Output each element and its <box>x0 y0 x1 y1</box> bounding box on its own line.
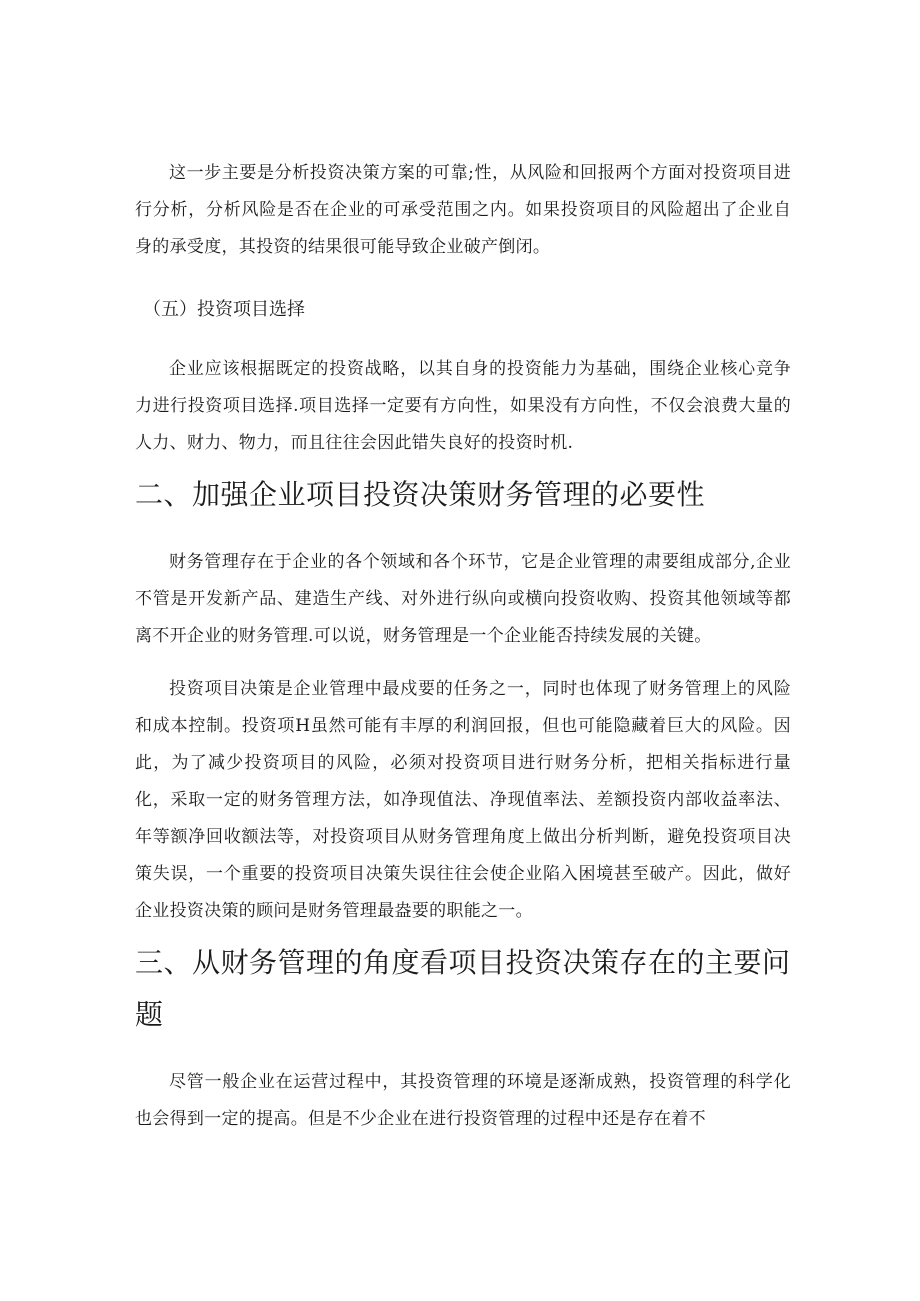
paragraph-financial-management-role: 财务管理存在于企业的各个领域和各个环节，它是企业管理的肃要组成部分,企业不管是开发新产品、建造生产线、对外进行纵向或横向投资收购、投资其他领域等都离不开企业的财务管理.可以说，财务管理是一个企业能否持续发展的关键。 <box>135 552 791 646</box>
paragraph-investment-decision: 投资项目决策是企业管理中最戍要的任务之一，同时也体现了财务管理上的风险和成本控制。投资项H虽然可能有丰厚的利润回报，但也可能隐藏着巨大的风险。因此，为了减少投资项目的风险，必须对投资项目进行财务分析，把相关指标进行量化，采取一定的财务管理方法，如净现值法、净现值率法、差额投资内部收益率法、年等额净回收额法等，对投资项目从财务管理角度上做出分析判断，避免投资项目决策失误，一个重要的投资项目决策失误往往会使企业陷入困境甚至破产。因此，做好企业投资决策的顾问是财务管理最盎要的职能之一。 <box>135 679 791 921</box>
section-heading-main-problems: 三、从财务管理的角度看项目投资决策存在的主要问题 <box>135 946 791 1031</box>
paragraph-risk-analysis: 这一步主要是分析投资决策方案的可靠;性，从风险和回报两个方面对投资项目进行分析，分析风险是否在企业的可承受范围之内。如果投资项目的风险超出了企业自身的承受度，其投资的结果很可能导致企业破产倒闭。 <box>135 163 791 257</box>
section-heading-necessity: 二、加强企业项目投资决策财务管理的必要性 <box>135 478 706 511</box>
subheading-project-selection: （五）投资项目选择 <box>143 299 305 320</box>
paragraph-problems-intro: 尽管一般企业在运营过程中，其投资管理的环境是逐渐成熟，投资管理的科学化也会得到一定的提高。但是不少企业在进行投资管理的过程中还是存在着不 <box>135 1072 791 1129</box>
paragraph-project-selection: 企业应该根据既定的投资战略，以其自身的投资能力为基础，围绕企业核心竞争力进行投资项目选择.项目选择一定要有方向性，如果没有方向性，不仅会浪费大量的人力、财力、物力，而且往往会因此错失良好的投资时机. <box>135 359 791 453</box>
